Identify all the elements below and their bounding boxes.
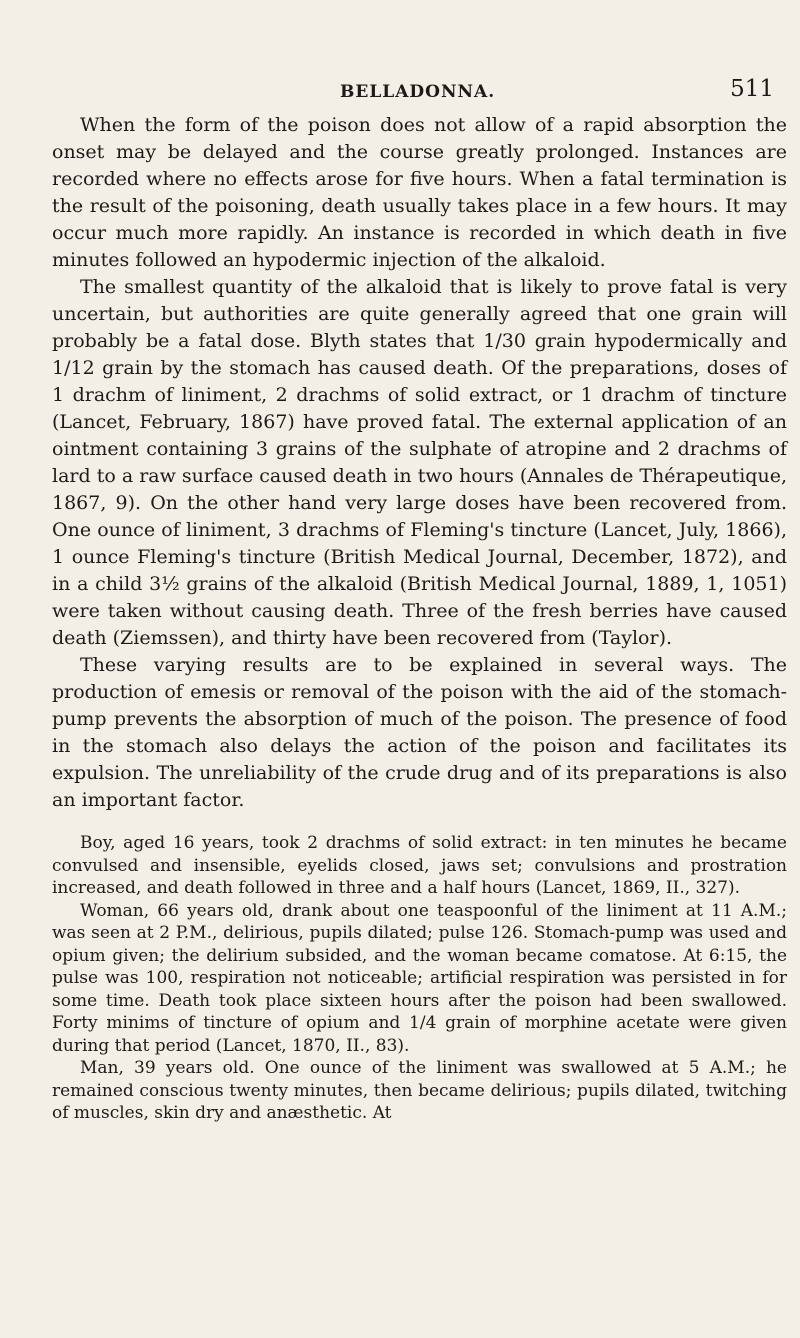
page-number: 511 [730, 76, 774, 102]
running-title: BELLADONNA. [340, 82, 496, 102]
paragraph-fatal-dose: The smallest quantity of the alkaloid that is likely to prove fatal is very uncertain, but authorities are quite generally agreed that one grain will probably be a fatal dose. Blyth states that 1/30 grain hypodermically and 1/12 grain by the stomach has caused death. Of the preparations, doses of 1 drachm of liniment, 2 drachms of solid extract, or 1 drachm of tincture (Lancet, February, 1867) have proved fatal. The external application of an ointment containing 3 grains of the sulphate of atropine and 2 drachms of lard to a raw surface caused death in two hours (Annales de Thérapeutique, 1867, 9). On the other hand very large doses have been recovered from. One ounce of liniment, 3 drachms of Fleming's tincture (Lancet, July, 1866), 1 ounce Fleming's tincture (British Medical Journal, December, 1872), and in a child 3½ grains of the alkaloid (British Medical Journal, 1889, 1, 1051) were taken without causing death. Three of the fresh berries have caused death (Ziemssen), and thirty have been recovered from (Taylor). [52, 276, 787, 649]
case-boy: Boy, aged 16 years, took 2 drachms of solid extract: in ten minutes he became convulsed and insensible, eyelids closed, jaws set; convulsions and prostration increased, and death followed in three and a half hours (Lancet, 1869, II., 327). [52, 833, 787, 898]
paragraph-onset: When the form of the poison does not allow of a rapid absorption the onset may be delayed and the course greatly prolonged. Instances are recorded where no effects arose for five hours. When a fatal termination is the result of the poisoning, death usually takes place in a few hours. It may occur much more rapidly. An instance is recorded in which death in five minutes followed an hypodermic injection of the alkaloid. [52, 114, 787, 271]
main-text [52, 112, 787, 814]
case-reports [52, 832, 787, 1125]
page-content [52, 112, 787, 1125]
paragraph-varying-results: These varying results are to be explained in several ways. The production of emesis or removal of the poison with the aid of the stomach-pump prevents the absorption of much of the poison. The presence of food in the stomach also delays the action of the poison and facilitates its expulsion. The unreliability of the crude drug and of its preparations is also an important factor. [52, 654, 787, 811]
page-header [0, 76, 800, 106]
case-woman: Woman, 66 years old, drank about one teaspoonful of the liniment at 11 A.M.; was seen at 2 P.M., delirious, pupils dilated; pulse 126. Stomach-pump was used and opium given; the delirium subsided, and the woman became comatose. At 6:15, the pulse was 100, respiration not noticeable; artificial respiration was persisted in for some time. Death took place sixteen hours after the poison had been swallowed. Forty minims of tincture of opium and 1/4 grain of morphine acetate were given during that period (Lancet, 1870, II., 83). [52, 900, 787, 1056]
case-man: Man, 39 years old. One ounce of the liniment was swallowed at 5 A.M.; he remained conscious twenty minutes, then became delirious; pupils dilated, twitching of muscles, skin dry and anæsthetic. At [52, 1058, 787, 1123]
